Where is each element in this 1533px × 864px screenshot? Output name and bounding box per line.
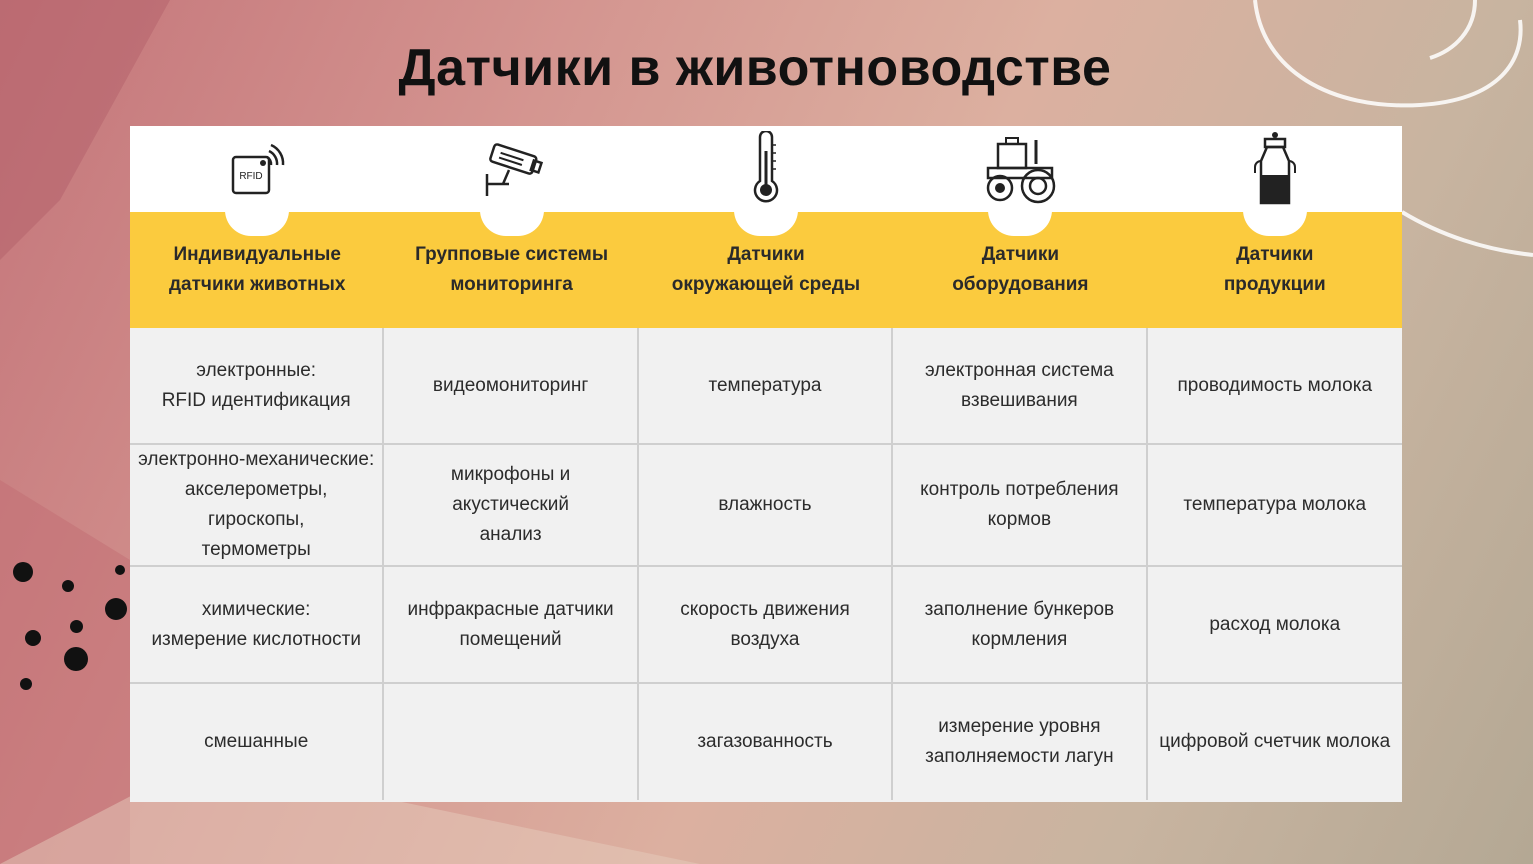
header-row: [130, 212, 1402, 328]
table-cell: заполнение бункеров кормления: [893, 567, 1147, 682]
table-cell: контроль потребления кормов: [893, 445, 1147, 565]
rfid-icon: [130, 126, 384, 212]
table-cell: скорость движения воздуха: [639, 567, 893, 682]
table-cell: температура молока: [1183, 494, 1367, 515]
column-header: Датчики окружающей среды: [639, 212, 893, 328]
table-cell: цифровой счетчик молока: [1159, 731, 1391, 752]
table-row: [130, 445, 1402, 567]
table-cell: температура: [639, 328, 893, 443]
table-cell: инфракрасные датчики помещений: [384, 567, 638, 682]
table-cell: расход молока: [1209, 613, 1341, 635]
table-cell: видеомониторинг: [384, 328, 638, 443]
column-header: Индивидуальные датчики животных: [130, 212, 384, 328]
table-cell: [384, 684, 638, 800]
table-cell: загазованность: [639, 684, 893, 800]
table-cell: микрофоны и акустический анализ: [384, 445, 638, 565]
table-row: [130, 684, 1402, 800]
column-header: Датчики продукции: [1148, 212, 1402, 328]
table-body: [130, 328, 1402, 800]
table-cell: влажность: [639, 445, 893, 565]
table-cell: измерение уровня заполняемости лагун: [893, 684, 1147, 800]
table-row: [130, 567, 1402, 684]
thermometer-icon: [639, 126, 893, 212]
icon-row: [130, 126, 1402, 212]
table-cell: проводимость молока: [1177, 374, 1373, 396]
svg-text:RFID: RFID: [239, 171, 263, 182]
tractor-icon: [893, 126, 1147, 212]
page-title: Датчики в животноводстве: [398, 39, 1112, 97]
milk-can-icon: [1148, 126, 1402, 212]
table-cell: электронные: RFID идентификация: [130, 328, 384, 443]
sensors-table: [130, 126, 1402, 802]
column-header: Датчики оборудования: [893, 212, 1147, 328]
table-cell: химические: измерение кислотности: [130, 567, 384, 682]
camera-icon: [384, 126, 638, 212]
table-cell: смешанные: [130, 684, 384, 800]
table-cell: электронно-механические: акселерометры, гироскопы, термометры: [130, 445, 384, 565]
table-row: [130, 328, 1402, 445]
table-cell: электронная система взвешивания: [893, 328, 1147, 443]
column-header: Групповые системы мониторинга: [384, 212, 638, 328]
